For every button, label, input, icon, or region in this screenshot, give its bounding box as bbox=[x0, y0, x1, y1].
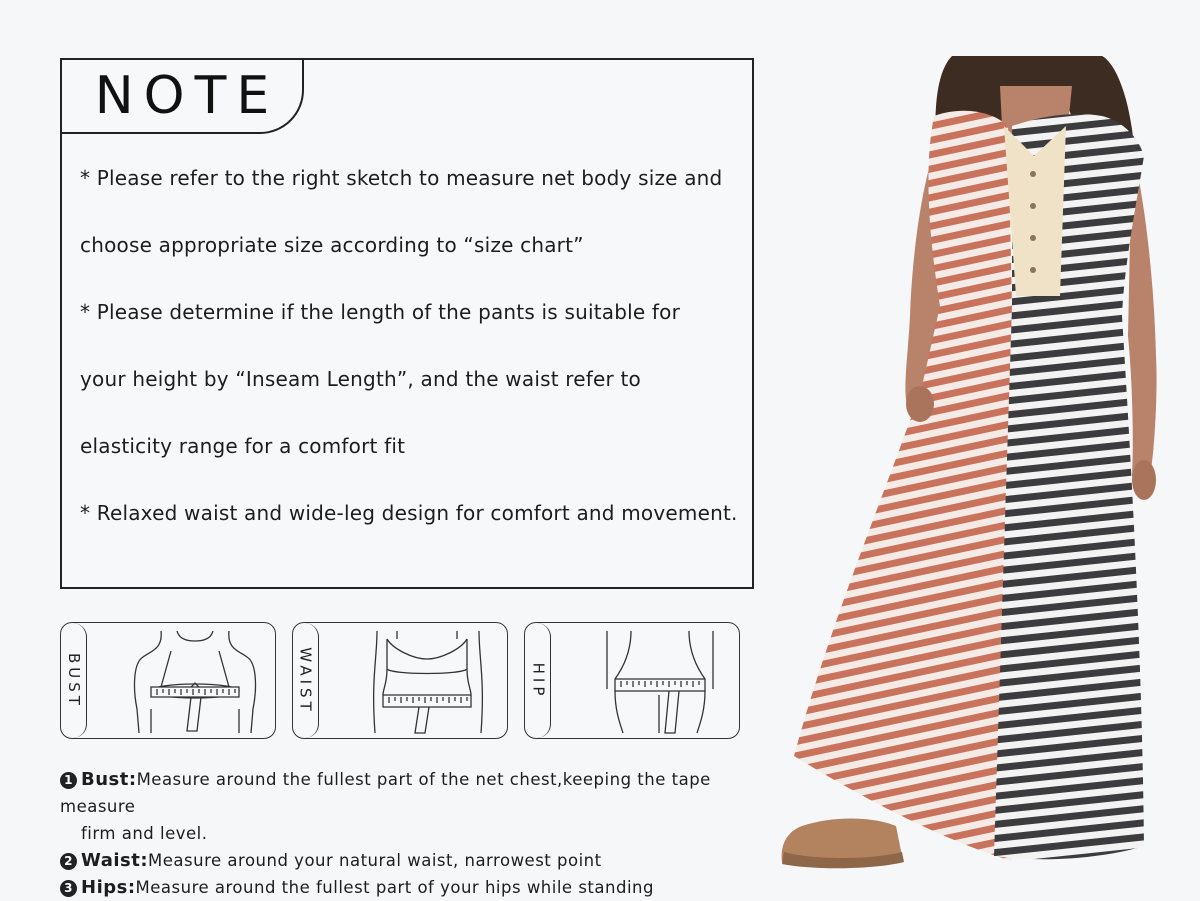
measurement-instructions bbox=[60, 766, 780, 901]
hip-measure-icon bbox=[585, 629, 735, 735]
note-line: choose appropriate size according to “size chart” bbox=[80, 233, 584, 257]
note-title: NOTE bbox=[94, 66, 280, 126]
note-tab bbox=[62, 60, 304, 134]
waist-label: WAIST bbox=[297, 646, 316, 715]
waist-measure-icon bbox=[353, 629, 503, 735]
note-text bbox=[80, 168, 742, 570]
hip-card bbox=[524, 622, 740, 739]
instruction-key: Hips: bbox=[81, 877, 136, 898]
note-line: * Please refer to the right sketch to measure net body size and bbox=[80, 166, 723, 190]
instruction-bust bbox=[60, 766, 780, 847]
instruction-text: Measure around the fullest part of the net chest,keeping the tape measure bbox=[60, 770, 711, 816]
note-line: elasticity range for a comfort fit bbox=[80, 434, 406, 458]
bust-card bbox=[60, 622, 276, 739]
instruction-text: Measure around your natural waist, narrowest point bbox=[148, 851, 602, 870]
instruction-text: Measure around the fullest part of your hips while standing bbox=[135, 878, 654, 897]
product-photo bbox=[772, 56, 1172, 876]
instruction-continuation: firm and level. bbox=[81, 824, 208, 843]
note-line: your height by “Inseam Length”, and the waist refer to bbox=[80, 367, 641, 391]
instruction-waist bbox=[60, 847, 780, 874]
instruction-key: Waist: bbox=[81, 850, 149, 871]
number-badge: 2 bbox=[60, 853, 77, 870]
waist-card bbox=[292, 622, 508, 739]
note-box bbox=[60, 58, 754, 589]
instruction-key: Bust: bbox=[81, 769, 137, 790]
hip-label: HIP bbox=[529, 662, 547, 699]
note-line: * Relaxed waist and wide-leg design for comfort and movement. bbox=[80, 501, 738, 525]
bust-measure-icon bbox=[121, 629, 271, 735]
number-badge: 3 bbox=[60, 880, 77, 897]
number-badge: 1 bbox=[60, 772, 77, 789]
instruction-hips bbox=[60, 874, 780, 901]
note-line: * Please determine if the length of the pants is suitable for bbox=[80, 300, 681, 324]
bust-label: BUST bbox=[65, 652, 83, 709]
